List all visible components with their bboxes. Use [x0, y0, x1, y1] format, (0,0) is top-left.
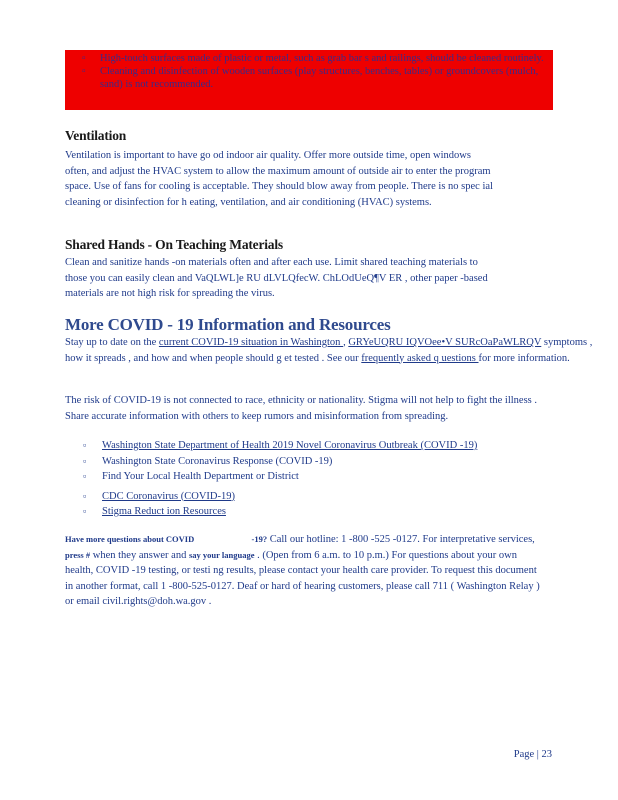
doh-outbreak-link[interactable]: Washington State Department of Health 2019 Novel Coronavirus Outbreak (COVID -19) — [102, 440, 478, 451]
text-run: -19? — [251, 534, 268, 544]
text-run: press # — [65, 549, 91, 560]
text-run: Call our hotline: 1 -800 -525 -0127. — [267, 534, 420, 545]
shared-materials-heading: Shared Hands - On Teaching Materials — [65, 237, 283, 252]
text-run: , — [343, 337, 349, 348]
list-item — [83, 454, 543, 470]
contact-paragraph — [65, 532, 540, 610]
more-info-paragraph — [65, 335, 595, 366]
text-run: symptoms , how it spreads , and how and when people should g et tested . See our — [65, 337, 593, 364]
bullet-icon: ▫ — [83, 440, 87, 450]
list-item-text: High-touch surfaces made of plastic or metal, such as grab bar s and railings, should be cleaned routinely. — [100, 53, 544, 64]
stigma-paragraph: The risk of COVID-19 is not connected to race, ethnicity or nationality. Stigma will not help to fight the illness . Share accurate information with others to keep rumors and misinformation from spreading. — [65, 395, 538, 422]
stigma-resources-link[interactable]: Stigma Reduct ion Resources — [102, 506, 226, 517]
highlighted-bullet-box — [65, 50, 553, 110]
list-item — [83, 438, 543, 454]
shared-materials-paragraph: Clean and sanitize hands -on materials often and after each use. Limit shared teaching materials to those you can easily clean and VaQLWL]e RU dLVLQfecW. ChLOdUeQ¶V ER , other paper -based materials are not high risk for spreading the virus. — [65, 257, 488, 299]
list-item — [83, 469, 543, 485]
cdc-coronavirus-link[interactable]: CDC Coronavirus (COVID-19) — [102, 490, 235, 502]
page-number: Page | 23 — [513, 749, 552, 760]
list-item — [82, 52, 547, 65]
bullet-icon: ▫ — [83, 490, 87, 501]
bullet-icon: ▫ — [82, 53, 86, 64]
list-item — [82, 65, 547, 91]
text-run: for more information. — [478, 352, 570, 364]
current-situation-link[interactable]: current COVID-19 situation in Washington — [158, 337, 344, 348]
list-item-text: Cleaning and disinfection of wooden surfaces (play structures, benches, tables) or groundcovers (mulch, sand) is not recommended. — [100, 66, 539, 90]
local-health-dept-link[interactable]: Find Your Local Health Department or District — [102, 471, 299, 482]
ventilation-heading: Ventilation — [65, 128, 127, 143]
list-item — [83, 504, 543, 520]
state-response-link[interactable]: Washington State Coronavirus Response (COVID -19) — [102, 455, 333, 467]
text-run: For interpretative services, — [419, 534, 535, 545]
text-run: . (Open from 6 a.m. to 10 p.m.) For questions about your own health, COVID -19 testing, or testi ng results, please contact your health care provider. To request this document in another format, call 1 -800-525-0127. Deaf or hard of hearing customers, please call 711 ( Washington Relay ) or email civil.rights@doh.wa.gov . — [65, 549, 540, 607]
bullet-icon: ▫ — [82, 66, 86, 77]
text-run: Stay up to date on the — [65, 337, 159, 348]
ventilation-paragraph: Ventilation is important to have go od indoor air quality. Offer more outside time, open windows often, and adjust the HVAC system to allow the maximum amount of outside air to enter the program space. Use of fans for cooling is acceptable. They should blow away from people. There is no spec ial cleaning or disinfection for h eating, ventilation, and air conditioning (HVAC) systems. — [65, 150, 493, 208]
resource-link-list — [83, 438, 543, 520]
bullet-icon: ▫ — [83, 455, 87, 466]
list-item — [83, 489, 543, 505]
text-run: when they answer and — [90, 549, 189, 561]
text-run: Have more questions about COVID — [65, 534, 195, 544]
more-info-heading: More COVID - 19 Information and Resources — [65, 315, 391, 334]
bullet-icon: ▫ — [83, 506, 87, 516]
bullet-icon: ▫ — [83, 471, 87, 481]
symptoms-link[interactable]: GRYeUQRU IQVOee•V SURcOaPaWLRQV — [348, 337, 542, 348]
faq-link[interactable]: frequently asked q uestions — [361, 352, 479, 364]
text-run: say your language — [188, 549, 255, 560]
